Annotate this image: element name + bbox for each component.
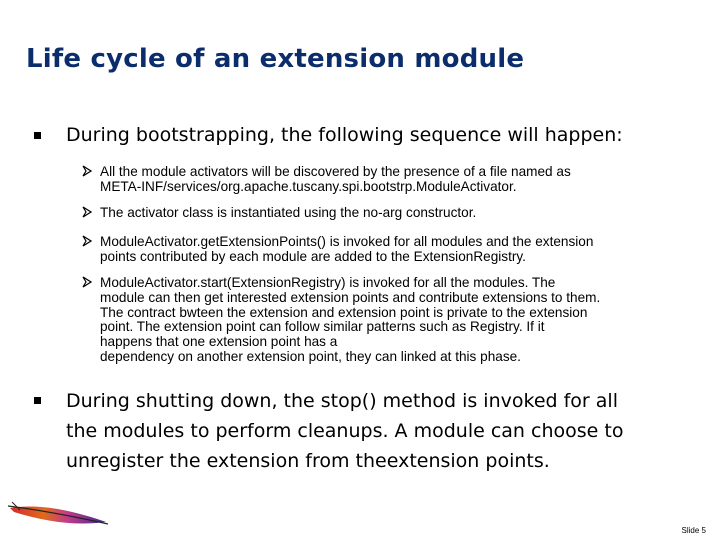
square-bullet-icon bbox=[34, 132, 41, 139]
bullet-1-text: During bootstrapping, the following sequence will happen: bbox=[66, 124, 623, 146]
arrowhead-bullet-icon bbox=[82, 206, 92, 218]
sub-bullet-4-text: ModuleActivator.start(ExtensionRegistry) is invoked for all the modules. The module can then get interested extension points and contribute extensions to them. The contract bwteen the extension and extension point is private to the extension point. The extension point can follow similar patterns such as Registry. If it happens that one extension point has a dependency on another extension point, they can linked at this phase. bbox=[100, 275, 601, 364]
arrowhead-bullet-icon bbox=[82, 235, 92, 247]
sub-bullet-3-text: ModuleActivator.getExtensionPoints() is invoked for all modules and the extension points contributed by each module are added to the ExtensionRegistry. bbox=[100, 234, 594, 264]
square-bullet-icon bbox=[34, 397, 41, 404]
arrowhead-bullet-icon bbox=[82, 165, 92, 177]
slide-number: Slide 5 bbox=[681, 526, 706, 535]
sub-bullet-2-text: The activator class is instantiated using the no-arg constructor. bbox=[100, 205, 477, 220]
feather-logo-icon bbox=[6, 498, 110, 534]
arrowhead-bullet-icon bbox=[82, 276, 92, 288]
bullet-2-text: During shutting down, the stop() method is invoked for all the modules to perform cleanups. A module can choose to unregister the extension from theextension points. bbox=[66, 390, 624, 472]
sub-bullet-1-text: All the module activators will be discovered by the presence of a file named as META-INF/services/org.apache.tuscany.spi.bootstrp.ModuleActivator. bbox=[100, 164, 571, 194]
slide-title: Life cycle of an extension module bbox=[26, 44, 525, 74]
